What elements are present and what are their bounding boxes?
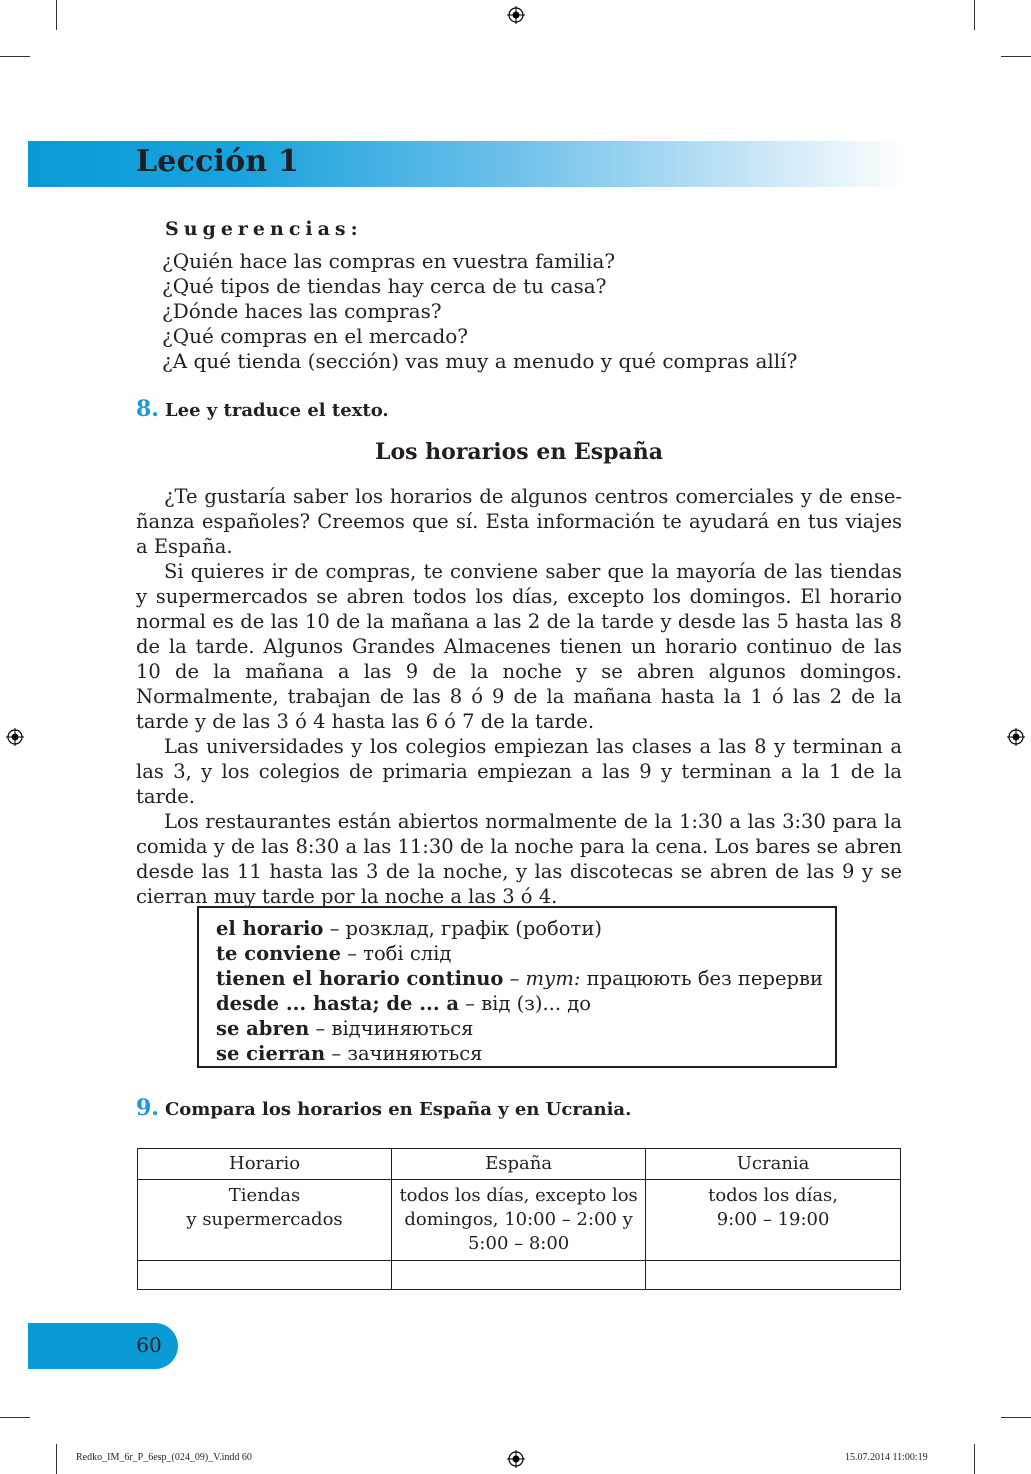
vocabulary-row (216, 1041, 835, 1066)
vocab-dash: – (323, 917, 346, 940)
vocab-translation: зачиняються (347, 1042, 483, 1065)
vocab-term: te conviene (216, 942, 341, 965)
suggestion-item: ¿Dónde haces las compras? (162, 299, 442, 323)
paragraph: Las universidades y los colegios empiezan las clases a las 8 y terminan a las 3, y los colegios de primaria empiezan a las 9 y terminan a la 1 de la tarde. (136, 735, 902, 808)
vocab-term: se abren (216, 1017, 310, 1040)
vocabulary-box (197, 906, 837, 1068)
vocab-term: el horario (216, 917, 324, 940)
exercise-number: 9. (136, 1095, 159, 1121)
exercise-number: 8. (136, 396, 159, 422)
suggestion-item: ¿Qué compras en el mercado? (162, 324, 469, 348)
vocabulary-row (216, 941, 835, 966)
comparison-table (137, 1148, 901, 1290)
timestamp-slug: 15.07.2014 11:00:19 (845, 1452, 928, 1463)
table-cell[interactable] (392, 1261, 646, 1290)
column-header: Ucrania (646, 1149, 901, 1180)
file-name-slug: Redko_IM_6r_P_6esp_(024_09)_V.indd 60 (76, 1452, 252, 1463)
exercise-instruction: Compara los horarios en España y en Ucrania. (164, 1099, 632, 1120)
table-cell[interactable] (646, 1261, 901, 1290)
crop-mark (974, 1444, 975, 1474)
table-cell[interactable] (138, 1261, 392, 1290)
page-number: 60 (136, 1333, 162, 1357)
crop-mark (1001, 56, 1031, 57)
column-header: España (392, 1149, 646, 1180)
vocabulary-row (216, 1016, 835, 1041)
table-row (138, 1261, 901, 1290)
suggestion-item: ¿Quién hace las compras en vuestra familia? (162, 249, 616, 273)
crop-mark (974, 0, 975, 30)
vocab-translation: тобі слід (363, 942, 452, 965)
crop-mark (1001, 1417, 1031, 1418)
exercise-8 (136, 396, 389, 422)
suggestions-heading: Sugerencias: (165, 218, 363, 240)
exercise-9 (136, 1095, 631, 1121)
vocab-translation: від (з)... до (481, 992, 592, 1015)
table-header-row (138, 1149, 901, 1180)
table-cell: Tiendas y supermercados (138, 1180, 392, 1261)
paragraph: ¿Te gustaría saber los horarios de algunos centros comerciales y de enseñanza españoles? Creemos que sí. Esta información te ayudará en tus viajes a España. (136, 485, 902, 558)
vocab-translation: розклад, графік (роботи) (345, 917, 602, 940)
vocab-translation: відчиняються (331, 1017, 474, 1040)
table-row (138, 1180, 901, 1261)
crop-mark (56, 0, 57, 30)
suggestion-item: ¿Qué tipos de tiendas hay cerca de tu casa? (162, 274, 607, 298)
vocab-dash: – (309, 1017, 332, 1040)
crop-mark (56, 1444, 57, 1474)
lesson-title: Lección 1 (136, 144, 300, 179)
vocabulary-row (216, 916, 835, 941)
vocab-term: se cierran (216, 1042, 326, 1065)
vocab-dash: – (503, 967, 526, 990)
vocab-translation: працюють без перерви (580, 967, 823, 990)
crop-mark (0, 1417, 30, 1418)
vocab-note: тут: (525, 967, 581, 990)
vocabulary-row (216, 991, 835, 1016)
registration-mark-icon (6, 728, 24, 746)
text-title: Los horarios en España (374, 439, 664, 465)
paragraph: Los restaurantes están abiertos normalmente de la 1:30 a las 3:30 para la comida y de las 8:30 a las 11:30 de la noche para la cena. Los bares se abren desde las 11 hasta las 3 de la noche, y las discotecas se abren de las 9 y se cierran muy tarde por la noche a las 3 ó 4. (136, 810, 902, 908)
paragraph: Si quieres ir de compras, te conviene saber que la mayoría de las tiendas y supermercados se abren todos los días, excepto los domingos. El horario normal es de las 10 de la mañana a las 2 de la tarde y desde las 5 hasta las 8 de la tarde. Algunos Grandes Almacenes tienen un horario continuo de las 10 de la mañana a las 9 de la noche y se abren algunos domingos. Normalmente, trabajan de las 8 ó 9 de la mañana hasta la 1 ó las 2 de la tarde y de las 3 ó 4 hasta las 6 ó 7 de la tarde. (136, 560, 902, 733)
vocab-dash: – (341, 942, 364, 965)
vocab-term: desde ... hasta; de ... a (216, 992, 460, 1015)
suggestion-item: ¿A qué tienda (sección) vas muy a menudo y qué compras allí? (162, 349, 798, 373)
vocab-term: tienen el horario continuo (216, 967, 504, 990)
registration-mark-icon (1007, 728, 1025, 746)
suggestions-list (162, 249, 797, 374)
registration-mark-icon (507, 1450, 525, 1468)
registration-mark-icon (507, 6, 525, 24)
vocab-dash: – (459, 992, 482, 1015)
table-cell: todos los días, excepto los domingos, 10:00 – 2:00 y 5:00 – 8:00 (392, 1180, 646, 1261)
column-header: Horario (138, 1149, 392, 1180)
vocab-dash: – (325, 1042, 348, 1065)
crop-mark (0, 56, 30, 57)
vocabulary-row (216, 966, 835, 991)
table-cell: todos los días, 9:00 – 19:00 (646, 1180, 901, 1261)
reading-text (136, 484, 902, 909)
exercise-instruction: Lee y traduce el texto. (164, 400, 389, 421)
